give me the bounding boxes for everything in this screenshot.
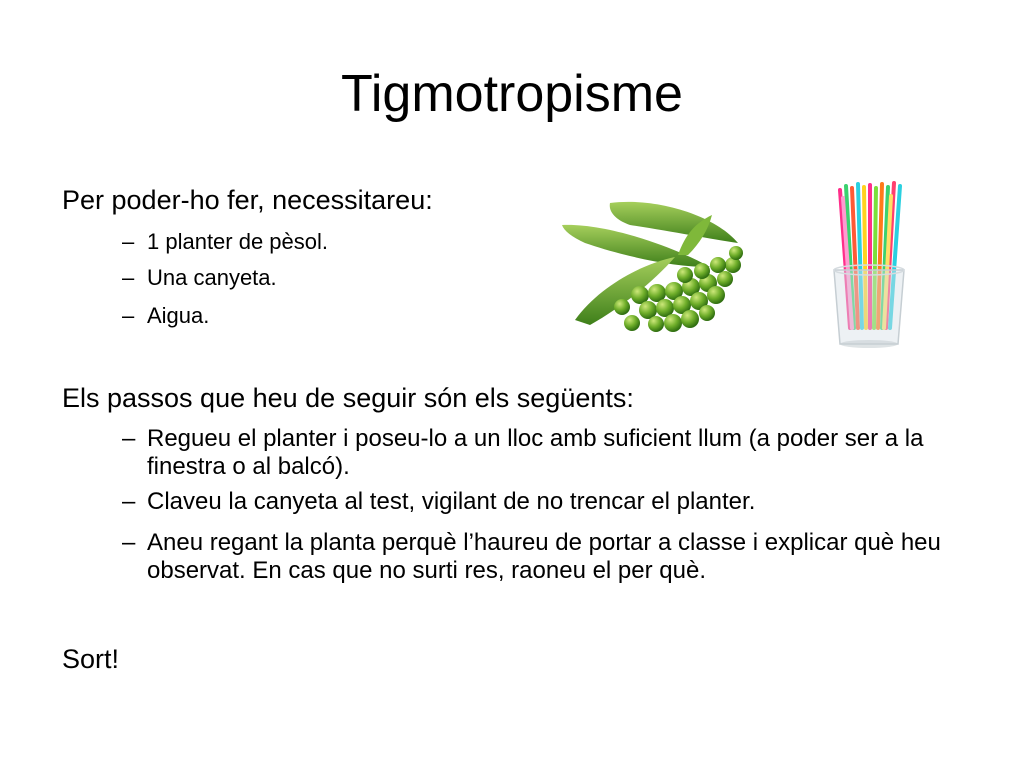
materials-item: – Aigua. (122, 303, 210, 328)
dash-bullet: – (122, 303, 135, 328)
closing-text: Sort! (62, 644, 120, 674)
materials-item: – Una canyeta. (122, 265, 277, 290)
dash-bullet: – (122, 488, 136, 515)
dash-bullet: – (122, 529, 136, 556)
peas-image (560, 195, 765, 345)
materials-heading: Per poder-ho fer, necessitareu: (62, 185, 433, 215)
steps-heading: Els passos que heu de seguir són els següents: (62, 383, 634, 413)
step-item: – Claveu la canyeta al test, vigilant de no trencar el planter. (122, 488, 756, 515)
dash-bullet: – (122, 229, 135, 254)
straws-in-cup-image (828, 178, 910, 350)
slide-title: Tigmotropisme (341, 65, 683, 123)
step-item: – Regueu el planter i poseu-lo a un lloc amb suficient llum (a poder ser a la finestra o al balcó). (122, 425, 924, 480)
dash-bullet: – (122, 265, 135, 290)
materials-item: – 1 planter de pèsol. (122, 229, 329, 254)
step-item: – Aneu regant la planta perquè l’haureu de portar a classe i explicar què heu observat. En cas que no surti res, raoneu el per què. (122, 529, 941, 584)
dash-bullet: – (122, 425, 136, 452)
